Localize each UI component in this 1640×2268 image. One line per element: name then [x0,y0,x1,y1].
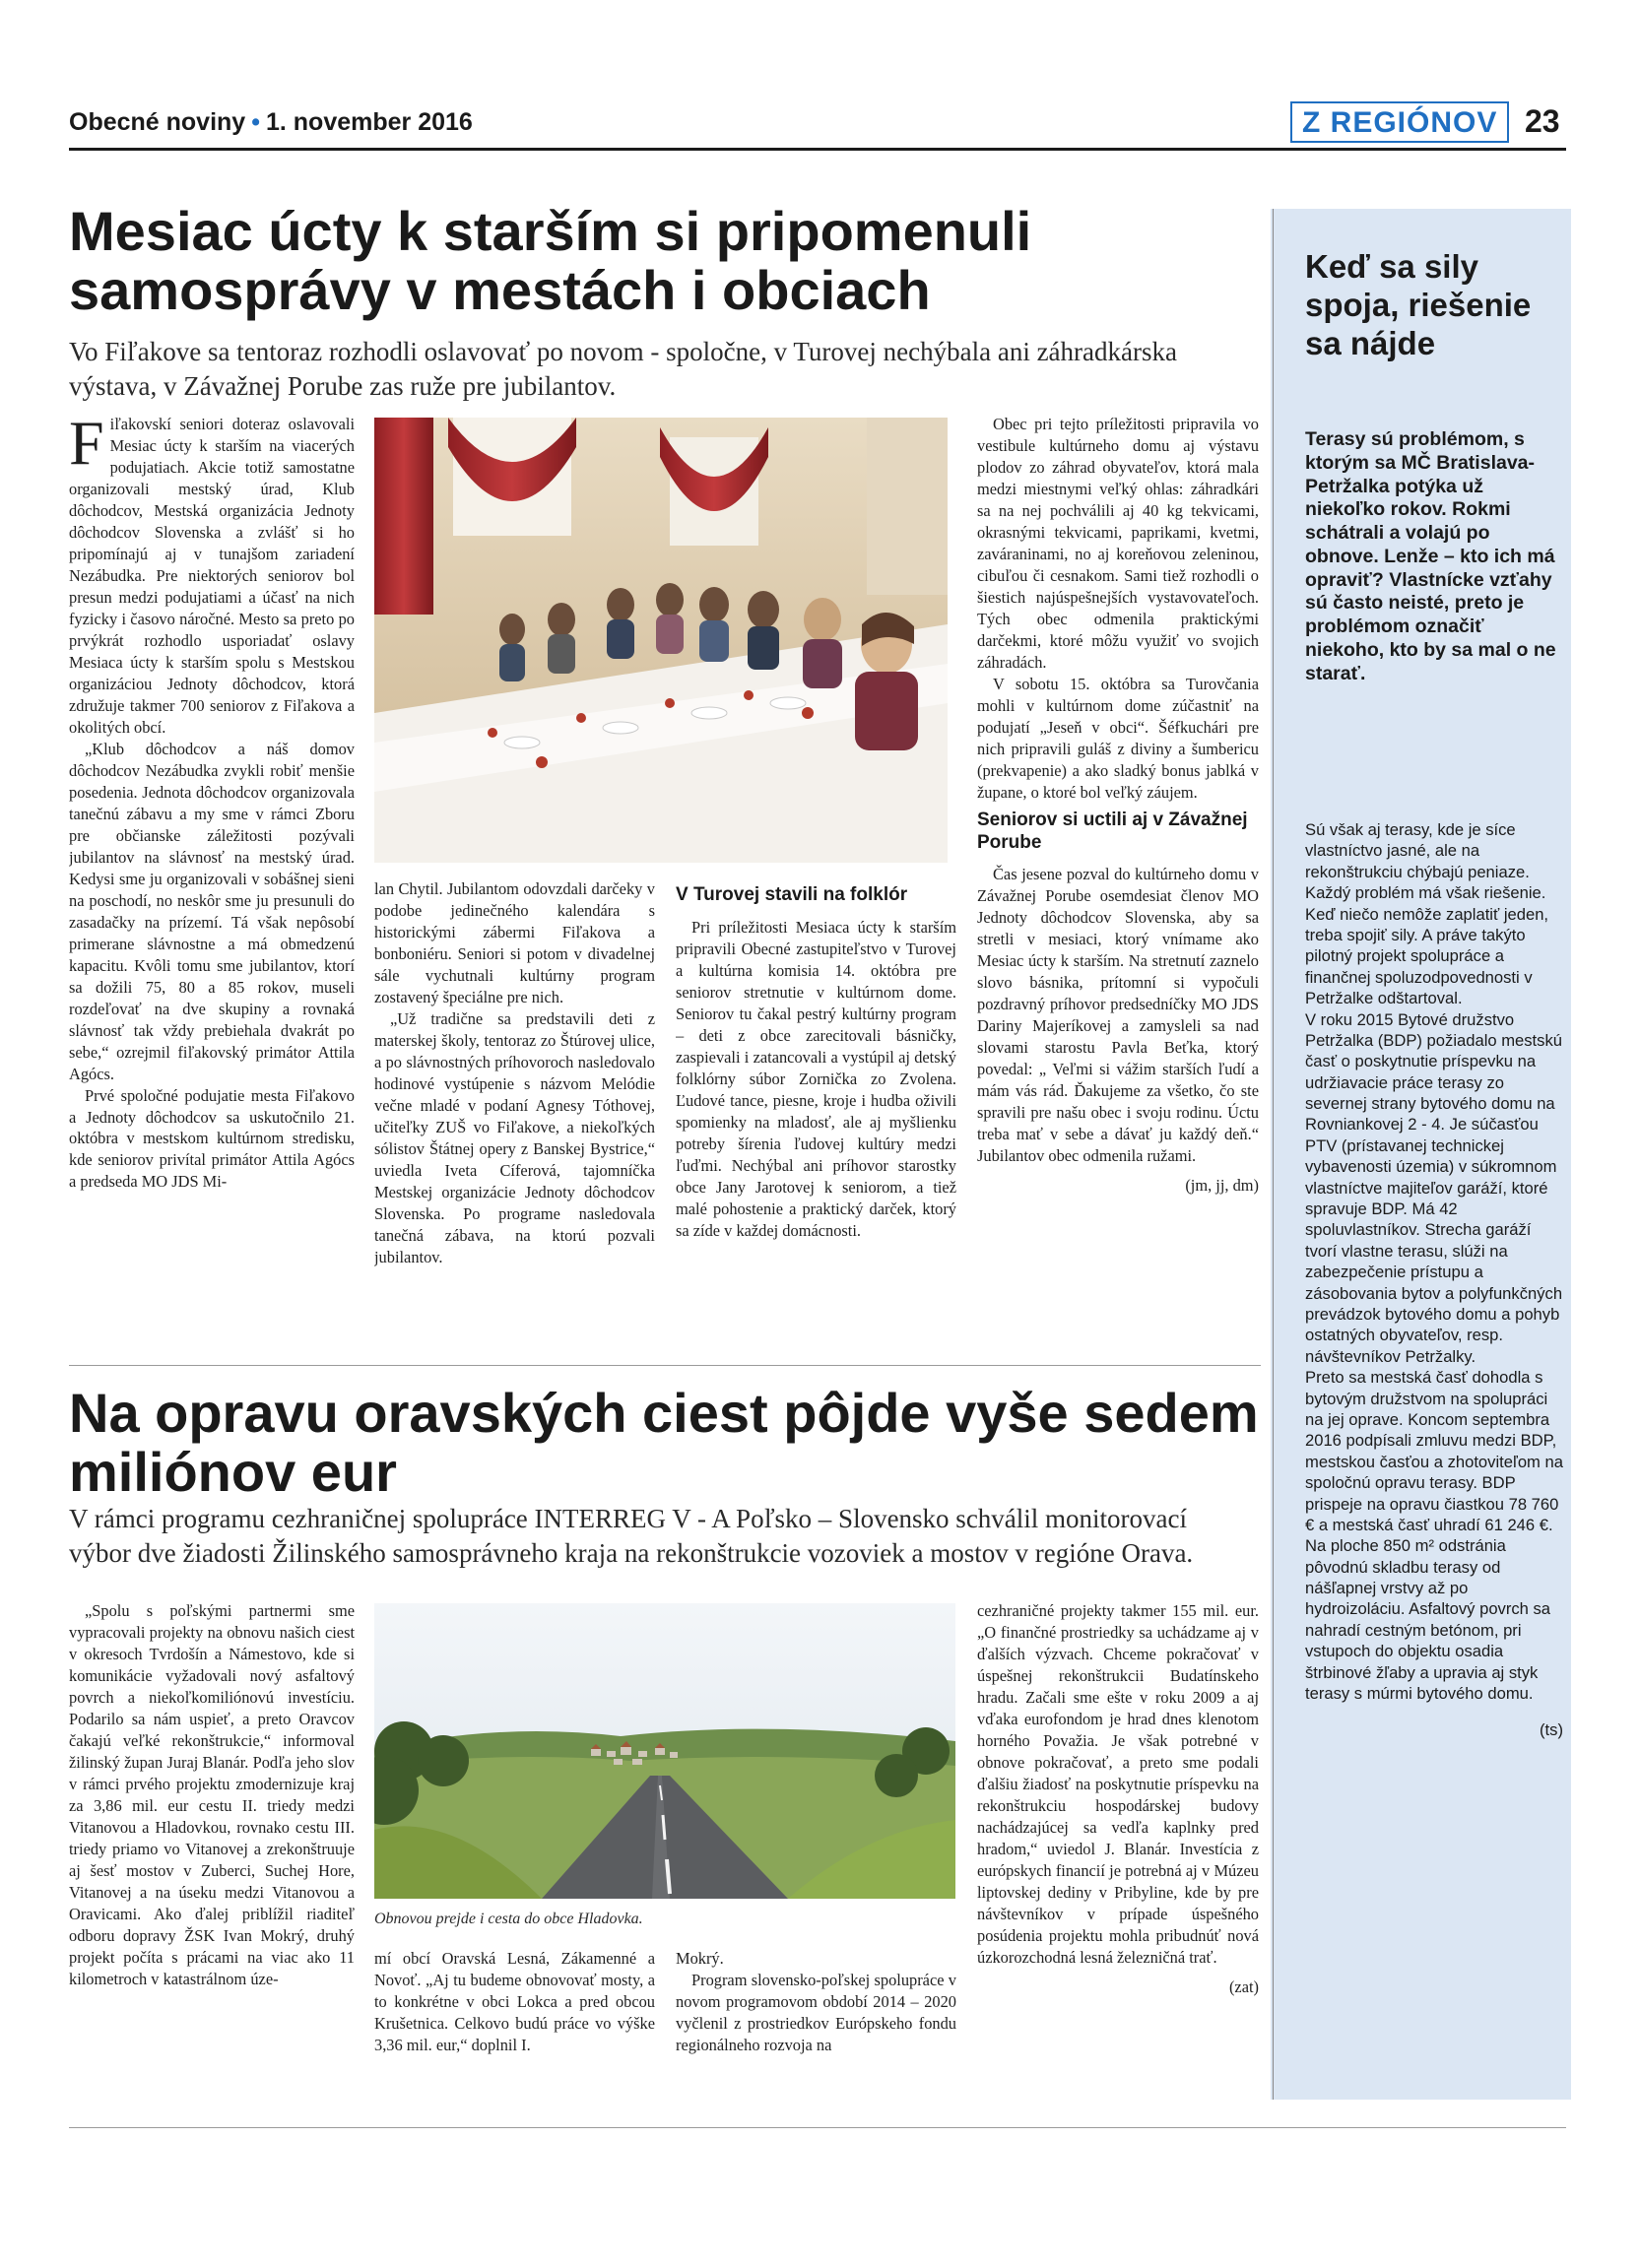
article2-headline: Na opravu oravských ciest pôjde vyše sedem miliónov eur [69,1382,1259,1504]
article1-paragraph: Obec pri tejto príležitosti pripravila vo vestibule kultúrneho domu aj výstavu plodov zo záhrad obyvateľov, ktorá mala medzi miestnymi veľký ohlas: záhradkári sa na nej pochválili aj 40 kg tekvicami, okrasnými tekvicami, paprikami, kvetmi, zaváraninami, no aj koreňovou zeleninou, cibuľou či cesnakom. Sami tiež rozhodli o šiestich najúspešnejších vystavovateľoch. Tých obec odmenila praktickými darčekmi, ktoré môžu využiť vo svojich záhradách. [977,415,1259,672]
article1-column-3 [676,878,956,1351]
article2-lead: V rámci programu cezhraničnej spolupráce INTERREG V - A Poľsko – Slovensko schválil monitorovací výbor dve žiadosti Žilinského samosprávneho kraja na rekonštrukcie vozoviek a mostov v regióne Orava. [69,1504,1194,1569]
article1-paragraph: „Už tradične sa predstavili deti z materskej školy, tentoraz zo Štúrovej ulice, a po slávnostných príhovoroch nasledovalo hodinové vystúpenie s názvom Melódie večne mladé v podaní Agnesy Tóthovej, učiteľky ZUŠ vo Fiľakove, a niekoľkých sólistov Štátnej opery z Banskej Bystrice,“ uviedla Iveta Cíferová, tajomníčka Mestskej organizácie Jednoty dôchodcov Slovenska. Po programe nasledovala tanečná zábava, na ktorú pozvali jubilantov. [374,1008,655,1266]
road-landscape-photo [374,1603,955,1899]
article2-paragraph: Program slovensko-poľskej spolupráce v novom programovom období 2014 – 2020 vyčlenil z prostriedkov Európskeho fondu regionálneho rozvoja na [676,1970,956,2054]
article1-subheading: Seniorov si uctili aj v Závažnej Porube [977,809,1248,853]
article-divider [69,1365,1261,1366]
article2-paragraph: cezhraničné projekty takmer 155 mil. eur. „O finančné prostriedky sa uchádzame aj v ďalších výzvach. Chceme pokračovať v úspešnej rekonštrukcii Budatínskeho hradu. Začali sme ešte v roku 2009 a aj vďaka eurofondom je hrad dnes klenotom horného Považia. Je však potrebné v obnove pokračovať, a preto sme podali ďalšiu žiadosť na poskytnutie príspevku na rekonštrukciu hospodárskej budovy nachádzajúcej sa vedľa kaplnky pred hradom,“ uviedol J. Blanár. Investícia z európskych financií je potrebná aj v Múzeu liptovskej dediny v Pribyline, kde by pre návštevníkov v prípade úspešného posúdenia projektu mohla pribudnúť nová úzkorozchodná lesná železničná trať. [977,1601,1259,1967]
article2-paragraph: „Spolu s poľskými partnermi sme vypracovali projekty na obnovu našich ciest v okresoch Tvrdošín a Námestovo, kde si komunikácie vyžadovali nový asfaltový povrch a niekoľkomiliónovú investíciu. Podarilo sa nám uspieť, a preto Oravcov čakajú veľké rekonštrukcie,“ informoval žilinský župan Juraj Blanár. Podľa jeho slov v rámci prvého projektu zmodernizuje kraj za 3,86 mil. eur cestu II. triedy medzi Vitanovou a Hladovkou, rovnako cestu III. triedy priamo vo Vitanovej a zrekonštruuje aj šesť mostov v Zuberci, Suchej Hore, Vitanovej a na úseku medzi Vitanovou a Oravicami. Ako ďalej priblížil riaditeľ odboru dopravy ŽSK Ivan Mokrý, druhý projekt počíta s prácami na viac ako 11 kilometroch v katastrálnom úze- [69,1601,355,1988]
header-separator: • [251,108,260,136]
article1-column-4 [977,414,1259,1349]
photo-illustration [374,418,948,863]
article2-column-1 [69,1600,355,2112]
article2-column-4 [977,1600,1259,2112]
article2-column-3 [676,1948,956,2115]
publication-header [69,108,473,137]
article1-paragraph: „Klub dôchodcov a náš domov dôchodcov Nezábudka zvykli robiť menšie posedenia. Jednota dôchodcov organizovala tanečnú zábavu a my sme v rámci Zboru pre občianske záležitosti pozývali jubilantov na slávnosť na mestský úrad. Kedysi sme ju organizovali v sobášnej sieni na poschodí, no neskôr sme ju presunuli do zasadačky na prízemí. Tá však nepôsobí primerane slávnostne a má obmedzenú kapacitu. Kvôli tomu sme jubilantov, ktorí sa dožili 75, 80 a 85 rokov, museli rozdeľovať na dve skupiny a rovnaká slávnosť tak vždy prebiehala dvakrát po sebe,“ ozrejmil fiľakovský primátor Attila Agócs. [69,739,355,1083]
footer-rule [69,2127,1566,2128]
article1-paragraph [69,414,355,739]
article1-paragraph: V sobotu 15. októbra sa Turovčania mohli v kultúrnom dome zúčastniť na podujatí „Jeseň v obci“. Šéfkuchári pre nich pripravili guláš z diviny a šumbericu (prekvapenie) a ako sladký bonus jablká v župane, o ktoré bol veľký záujem. [977,674,1259,802]
sidebar-body [1305,819,1563,1741]
article1-paragraph: Pri príležitosti Mesiaca úcty k starším pripravili Obecné zastupiteľstvo v Turovej a kultúrna komisia 14. októbra pre seniorov stretnutie v kultúrnom dome. Seniorov tu čakal pestrý kultúrny program – deti z obce zarecitovali básničky, zaspievali i zatancovali a vystúpil aj detský folklórny súbor Zornička zo Zvolena. Ľudové tance, piesne, kroje i hudba oživili spomienky na mladosť, ale aj myšlienku potreby šírenia ľudovej kultúry medzi ľuďmi. Nechýbal ani príhovor starostky obce Jany Jarotovej k seniorom, a tiež malé pohostenie a praktický darček, ktorý sa zíde v každej domácnosti. [676,917,956,1240]
article2-column-2 [374,1948,655,2115]
article1-column-1 [69,414,355,1349]
article2-paragraph: mí obcí Oravská Lesná, Zákamenné a Novoť. „Aj tu budeme obnovovať mosty, a to konkrétne v obci Lokca a pred obcou Krušetnica. Celkovo budú práce vo výške 3,36 mil. eur,“ doplnil I. [374,1949,655,2054]
issue-date: 1. november 2016 [265,108,473,136]
publication-name: Obecné noviny [69,108,246,136]
article1-paragraph: Prvé spoločné podujatie mesta Fiľakovo a Jednoty dôchodcov sa uskutočnilo 21. októbra v mestskom kultúrnom stredisku, kde seniorov privítal primátor Attila Agócs a predseda MO JDS Mi- [69,1085,355,1192]
photo-illustration [374,1603,955,1899]
sidebar-paragraph: V roku 2015 Bytové družstvo Petržalka (BDP) požiadalo mestskú časť o poskytnutie príspevku na udržiavacie práce terasy zo severnej strany bytového domu na Rovniankovej 2 - 4. Je súčasťou PTV (prístavanej technickej vybavenosti územia) v súkromnom vlastníctve majiteľov garáží, ktoré spravuje BDP. Má 42 spoluvlastníkov. Strecha garáží tvorí vlastne terasu, slúži na zabezpečenie prístupu a zásobovania bytov a polyfunkčných prevádzok bytového domu a pohyb ostatných obyvateľov, resp. návštevníkov Petržalky. [1305,1009,1563,1366]
article2-paragraph: Mokrý. [676,1949,724,1968]
article2-signature: (zat) [1228,1976,1259,1996]
header-rule [69,148,1566,151]
sidebar-lead: Terasy sú problémom, s ktorým sa MČ Bratislava-Petržalka potýka už niekoľko rokov. Rokmi schátrali a volajú po obnove. Lenže – kto ich má opraviť? Vlastnícke vzťahy sú často neisté, preto je problémom označiť niekoho, kto by sa mal o ne starať. [1305,428,1556,684]
sidebar-separator [1273,209,1274,2100]
article1-subheading: V Turovej stavili na folklór [676,884,908,905]
sidebar-paragraph: Preto sa mestská časť dohodla s bytovým družstvom na spolupráci na jej oprave. Koncom septembra 2016 podpísali zmluvu medzi BDP, mestskou časťou a zhotoviteľom na spoločnú opravu terasy. BDP prispeje na opravu čiastkou 78 760 € a mestská časť uhradí 61 246 €. [1305,1368,1563,1534]
seniors-banquet-photo [374,418,948,863]
photo-caption: Obnovou prejde i cesta do obce Hladovka. [374,1911,643,1927]
article1-signature: (jm, jj, dm) [1185,1176,1259,1196]
sidebar-paragraph: Na ploche 850 m² odstránia pôvodnú skladbu terasy od nášľapnej vrstvy až po hydroizoláciu. Asfaltový povrch sa nahradí cestným betónom, pri vstupoch do objektu osadia štrbinové žľaby a upravia aj styk terasy s múrmi bytového domu. [1305,1536,1551,1704]
page-number: 23 [1525,103,1560,139]
sidebar-signature: (ts) [1540,1720,1563,1740]
article1-column-2 [374,878,655,1351]
article1-headline: Mesiac úcty k starším si pripomenuli samosprávy v mestách i obciach [69,200,1032,322]
sidebar-paragraph: Sú však aj terasy, kde je síce vlastníctvo jasné, ale na rekonštrukciu chýbajú peniaze. Každý problém má však riešenie. Keď niečo nemôže zaplatiť jeden, treba spojiť sily. A práve takýto pilotný projekt spolupráce a finančnej spoluzodpovednosti v Petržalke odštartoval. [1305,820,1549,1008]
sidebar-headline: Keď sa sily spoja, riešenie sa nájde [1305,248,1532,361]
paragraph-text: iľakovskí seniori doteraz oslavovali Mesiac úcty k starším na viacerých podujatiach. Akcie totiž samostatne organizovali mestský úrad, Klub dôchodcov, Mestská organizácia Jednoty dôchodcov Slovenska a zvlášť si ho pripomínajú aj v tunajšom zariadení Nezábudka. Pre niektorých seniorov bol presun medzi podujatiami a účasť na nich fyzicky i časovo náročné. Mesto sa preto po prvýkrát rozhodlo usporiadať oslavy Mesiaca úcty k starším spolu s Mestskou organizáciou Jednoty dôchodcov, ktorá združuje takmer 700 seniorov z Fiľakova a okolitých obcí. [69,415,355,737]
article1-paragraph: lan Chytil. Jubilantom odovzdali darčeky v podobe jedinečného kalendára s historickými zábermi Fiľakova a bonboniéru. Seniori si potom v divadelnej sále vychutnali kultúrny program zostavený špeciálne pre nich. [374,879,655,1006]
article1-paragraph: Čas jesene pozval do kultúrneho domu v Závažnej Porube osemdesiat členov MO Jednoty dôchodcov Slovenska, aby sa stretli v mesiaci, ktorý vnímame ako Mesiac úcty k starším. Na stretnutí zaznelo slovo básnika, prítomní si vypočuli pozdravný príhovor predsedníčky MO JDS Dariny Majeríkovej a zamysleli sa nad slovami starostu Pavla Beťka, ktorý povedal: „ Veľmi si vážim starších ľudí a mám vás rád. Ďakujeme za všetko, čo ste spravili pre našu obec i svoju rodinu. Úctu treba mať v sebe a dávať ju každý deň.“ Jubilantov obec odmenila ružami. [977,865,1259,1166]
article1-lead: Vo Fiľakove sa tentoraz rozhodli oslavovať po novom - spoločne, v Turovej nechýbala ani záhradkárska výstava, v Závažnej Porube zas ruže pre jubilantov. [69,337,1177,402]
dropcap: F [69,414,104,478]
section-label: Z REGIÓNOV [1290,101,1509,143]
